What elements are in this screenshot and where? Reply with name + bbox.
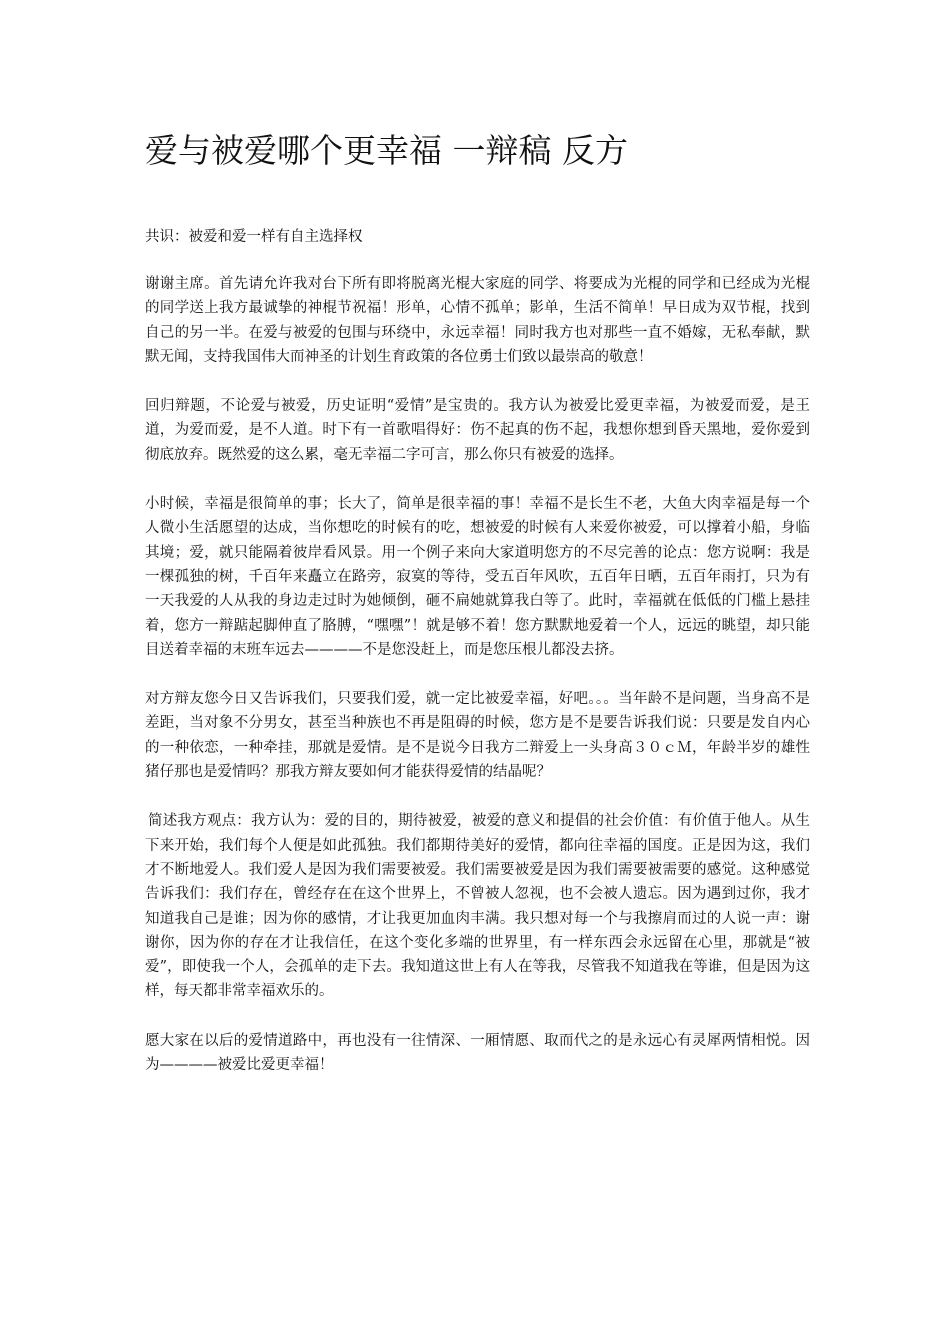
document-title: 爱与被爱哪个更幸福 一辩稿 反方 [145, 131, 628, 170]
paragraph-summary: 简述我方观点：我方认为：爱的目的，期待被爱，被爱的意义和提倡的社会价值：有价值于他人。从生下来开始，我们每个人便是如此孤独。我们都期待美好的爱情，都向往幸福的国度。正是因为这，我们才不断地爱人。我们爱人是因为我们需要被爱。我们需要被爱是因为我们需要被需要的感觉。这种感觉告诉我们：我们存在，曾经存在在这个世界上，不曾被人忽视，也不会被人遗忘。因为遇到过你，我才知道我自己是谁；因为你的感情，才让我更加血肉丰满。我只想对每一个与我擦肩而过的人说一声：谢谢你，因为你的存在才让我信任，在这个变化多端的世界里，有一样东西会永远留在心里，那就是“被爱”，即使我一个人，会孤单的走下去。我知道这世上有人在等我，尽管我不知道我在等谁，但是因为这样，每天都非常幸福欢乐的。 [145, 813, 810, 1000]
paragraph-opening: 谢谢主席。首先请允许我对台下所有即将脱离光棍大家庭的同学、将要成为光棍的同学和已经成为光棍的同学送上我方最诚挚的神棍节祝福！形单，心情不孤单；影单，生活不简单！早日成为双节棍，找到自己的另一半。在爱与被爱的包围与环绕中，永远幸福！同时我方也对那些一直不婚嫁，无私奉献，默默无闻，支持我国伟大而神圣的计划生育政策的各位勇士们致以最崇高的敬意！ [145, 276, 810, 365]
consensus-line: 共识：被爱和爱一样有自主选择权 [145, 229, 363, 245]
paragraph-return-to-topic: 回归辩题，不论爱与被爱，历史证明“爱情”是宝贵的。我方认为被爱比爱更幸福，为被爱而爱，是王道，为爱而爱，是不人道。时下有一首歌唱得好：伤不起真的伤不起，我想你想到昏天黑地，爱你爱到彻底放弃。既然爱的这么累，毫无幸福二字可言，那么你只有被爱的选择。 [145, 398, 810, 463]
paragraph-closing: 愿大家在以后的爱情道路中，再也没有一往情深、一厢情愿、取而代之的是永远心有灵犀两情相悦。因为————被爱比爱更幸福！ [145, 1032, 810, 1074]
paragraph-rebuttal: 对方辩友您今日又告诉我们，只要我们爱，就一定比被爱幸福，好吧。。。当年龄不是问题，当身高不是差距，当对象不分男女，甚至当种族也不再是阻碍的时候，您方是不是要告诉我们说：只要是发自内心的一种依恋，一种牵挂，那就是爱情。是不是说今日我方二辩爱上一头身高３０ｃＭ，年龄半岁的雄性猪仔那也是爱情吗？那我方辩友要如何才能获得爱情的结晶呢？ [145, 691, 810, 781]
paragraph-childhood: 小时候，幸福是很简单的事；长大了，简单是很幸福的事！幸福不是长生不老，大鱼大肉幸福是每一个人微小生活愿望的达成，当你想吃的时候有的吃，想被爱的时候有人来爱你被爱，可以撑着小船，身临其境；爱，就只能隔着彼岸看风景。用一个例子来向大家道明您方的不尽完善的论点：您方说啊：我是一棵孤独的树，千百年来矗立在路旁，寂寞的等待，受五百年风吹，五百年日晒，五百年雨打，只为有一天我爱的人从我的身边走过时为她倾倒，砸不扁她就算我白等了。此时，幸福就在低低的门槛上悬挂着，您方一辩踮起脚伸直了胳膊，“嘿嘿”！就是够不着！您方默默地爱着一个人，远远的眺望，却只能目送着幸福的末班车远去————不是您没赶上，而是您压根儿都没去挤。 [145, 496, 810, 658]
document-body [145, 128, 810, 1077]
